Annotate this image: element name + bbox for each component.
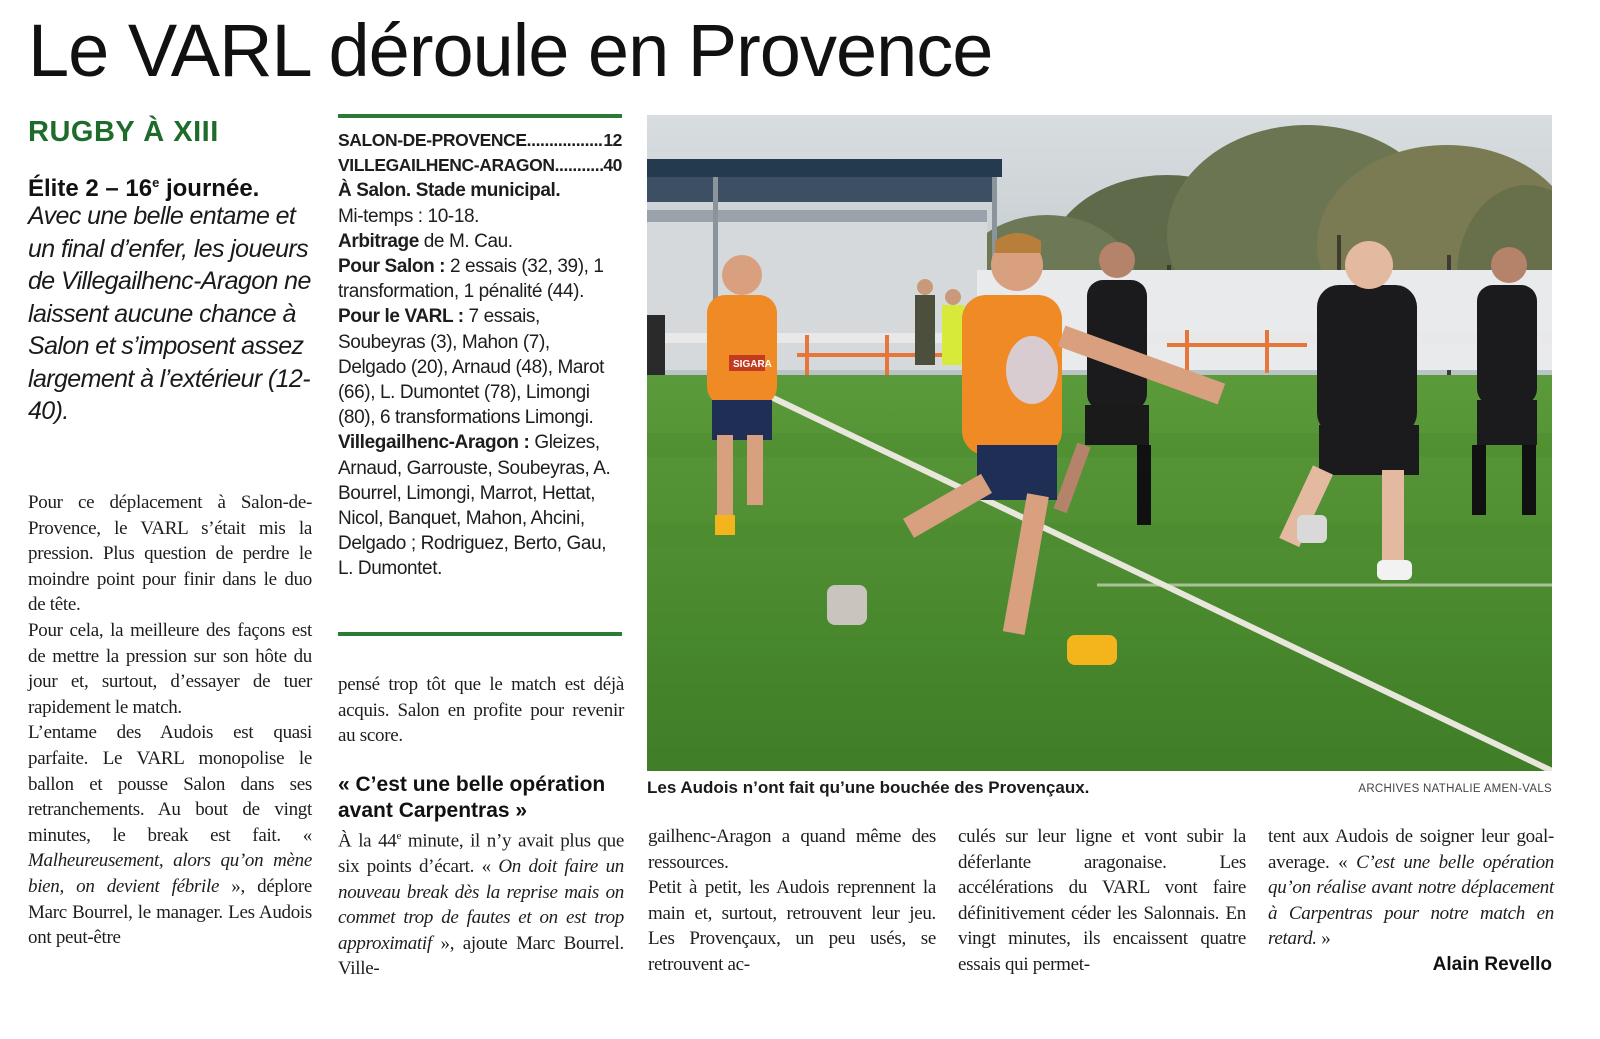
varl-label: Pour le VARL : — [338, 306, 464, 328]
leader-dots — [555, 153, 604, 178]
lineup-players: Gleizes, Arnaud, Garrouste, Soubeyras, A. Bourrel, Limongi, Marrot, Hettat, Nicol, Banquet, Mahon, Ahcini, Delgado ; Rodriguez, Berto, Gau, L. Dumontet. — [338, 432, 611, 580]
varl-details: 7 essais, Soubeyras (3), Mahon (7), Delgado (20), Arnaud (48), Marot (66), L. Dumontet (78), Limongi (80), 6 transformations Limongi. — [338, 306, 605, 429]
jersey-sponsor: SIGARA — [733, 359, 772, 370]
home-score: 12 — [603, 130, 622, 150]
fence-wall — [977, 270, 1552, 370]
body-paragraph — [28, 720, 312, 950]
salon-details: 2 essais (32, 39), 1 transformation, 1 pénalité (44). — [338, 256, 604, 303]
match-box — [338, 128, 622, 582]
match-box-top-rule — [338, 114, 622, 118]
lineup — [338, 430, 622, 581]
subhead-suffix: journée. — [159, 175, 260, 202]
salon-scoring — [338, 254, 622, 304]
body-paragraph: Pour cela, la meilleure des façons est de mettre la pression sur son hôte du jour et, surtout, d’essayer de tuer rapidement le match. — [28, 619, 312, 718]
body-text: » — [1316, 928, 1331, 950]
section-kicker: RUGBY À XIII — [28, 116, 219, 148]
quote-text: On doit faire un nouveau break dès la reprise mais on commet trop de fautes et on est trop approximatif — [338, 855, 624, 954]
quote-text: Malheureusement, alors qu’on mène bien, on devient fébrile — [28, 850, 312, 897]
body-column-5 — [1268, 824, 1554, 952]
body-column-4: culés sur leur ligne et vont subir la déferlante aragonaise. Les accélérations du VARL vont faire définitivement céder les Salonnais. En vingt minutes, ils encaissent quatre essais qui permet- — [958, 826, 1246, 975]
referee-name: de M. Cau. — [418, 230, 513, 252]
salon-label: Pour Salon : — [338, 256, 446, 278]
body-text: minute, il n’y avait plus que six points d’écart. « — [338, 830, 624, 877]
halftime: Mi-temps : 10-18. — [338, 205, 480, 227]
rugby-photo-illustration — [647, 115, 1552, 771]
match-photo — [647, 115, 1552, 771]
leader-dots — [527, 128, 604, 153]
body-paragraph: Pour ce déplacement à Salon-de-Provence, le VARL s’était mis la pression. Plus question de perdre le moindre point pour finir dans le duo de tête. — [28, 492, 312, 616]
away-score-row — [338, 153, 622, 178]
referee — [338, 229, 622, 254]
body-paragraph: gailhenc-Aragon a quand même des ressources. — [648, 826, 936, 873]
photo-caption: Les Audois n’ont fait qu’une bouchée des Provençaux. — [647, 778, 1090, 797]
quote-heading: « C’est une belle opération avant Carpentras » — [338, 773, 606, 822]
intro-paragraph: Avec une belle entame et un final d’enfer, les joueurs de Villegailhenc-Aragon ne laissent aucune chance à Salon et s’imposent assez largement à l’extérieur (12-40). — [28, 202, 311, 425]
referee-label: Arbitrage — [338, 230, 419, 252]
body-text: », déplore Marc Bourrel, le manager. Les Audois ont peut-être — [28, 875, 312, 949]
home-team: SALON-DE-PROVENCE — [338, 130, 527, 150]
venue-text: À Salon. Stade municipal. — [338, 180, 561, 202]
venue — [338, 178, 622, 203]
match-box-bottom-rule — [338, 632, 622, 636]
home-score-row — [338, 128, 622, 153]
headline: Le VARL déroule en Provence — [28, 9, 993, 92]
subhead-text: Élite 2 – 16 — [28, 175, 153, 202]
rugby-ball — [1006, 336, 1058, 404]
varl-scoring — [338, 304, 622, 430]
body-column-3 — [648, 824, 936, 978]
body-text: », ajoute Marc Bourrel. Ville- — [338, 932, 624, 980]
subhead-superscript: e — [152, 175, 160, 190]
lineup-label: Villegailhenc-Aragon : — [338, 432, 530, 454]
quote-text: C’est une belle opération qu’on réalise avant notre déplacement à Carpentras pour notre match en retard. — [1268, 851, 1554, 950]
body-column-1 — [28, 490, 312, 951]
away-team: VILLEGAILHENC-ARAGON — [338, 155, 555, 176]
subhead — [28, 168, 318, 204]
body-paragraph: Petit à petit, les Audois reprennent la main et, surtout, retrouvent leur jeu. Les Provençaux, un peu usés, se retrouvent ac- — [648, 877, 936, 975]
body-text: tent aux Audois de soigner leur goal-average. « — [1268, 826, 1554, 873]
superscript: e — [396, 830, 402, 842]
body-column-2-cont: pensé trop tôt que le match est déjà acquis. Salon en profite pour revenir au score. — [338, 674, 624, 747]
away-score: 40 — [603, 155, 622, 176]
photo-credit: ARCHIVES NATHALIE AMEN-VALS — [1358, 783, 1552, 795]
body-text: À la 44 — [338, 830, 397, 852]
body-text: L’entame des Audois est quasi parfaite. Le VARL monopolise le ballon et pousse Salon dans ses retranchements. Au bout de vingt minutes, le break est fait. « — [28, 722, 312, 846]
author-byline: Alain Revello — [1432, 954, 1552, 975]
body-column-2 — [338, 824, 624, 982]
